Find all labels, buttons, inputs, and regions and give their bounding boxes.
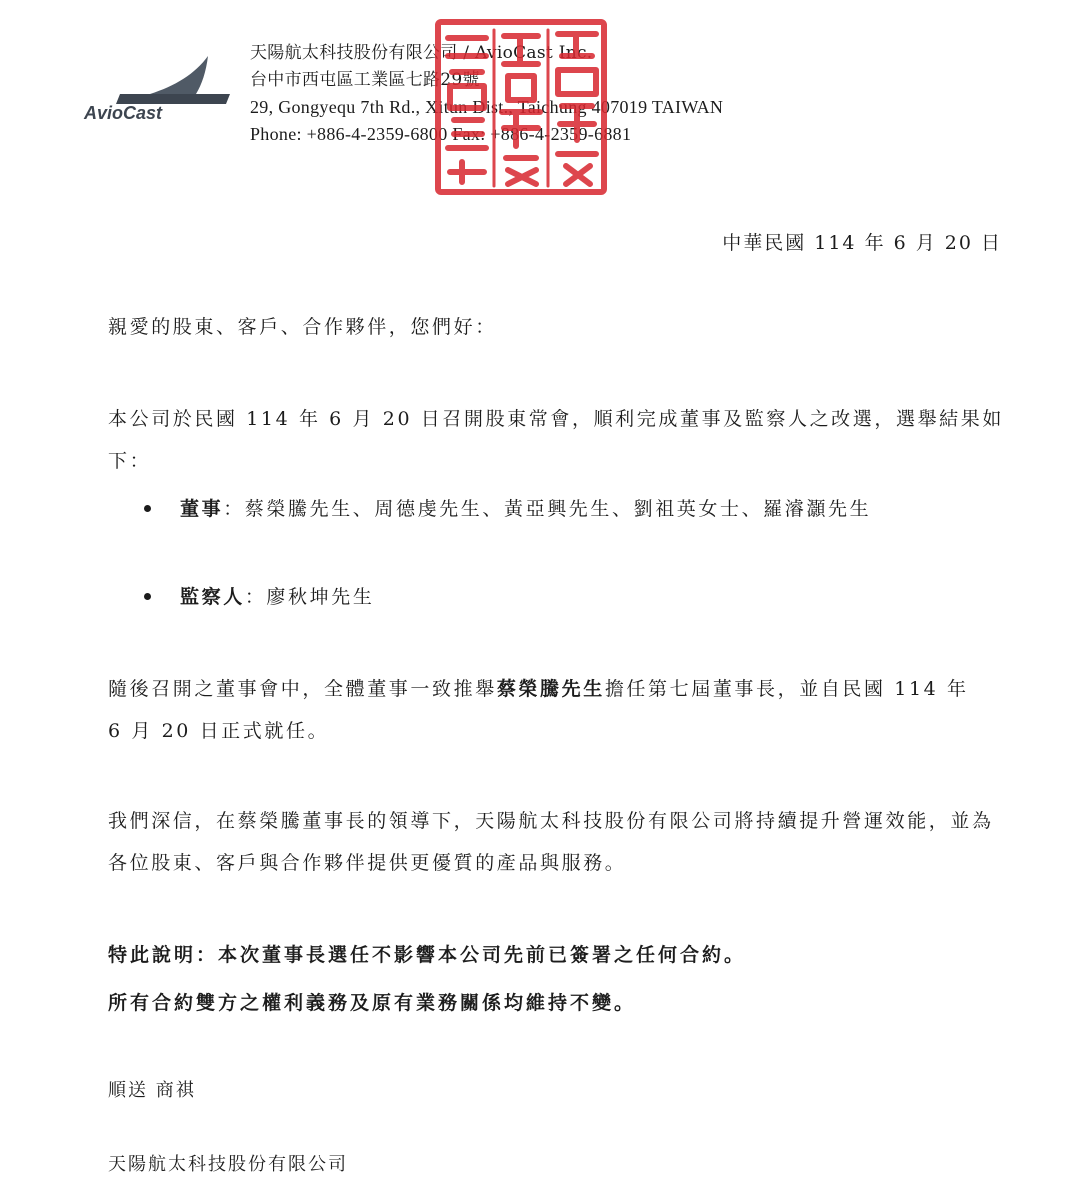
notice-line-1: 特此說明：本次董事長選任不影響本公司先前已簽署之任何合約。 [108, 944, 747, 966]
company-name-line: 天陽航太科技股份有限公司 / AvioCast Inc. [250, 43, 593, 63]
chairman-name: 蔡榮騰先生 [496, 678, 605, 700]
company-address-zh: 台中市西屯區工業區七路29號 [250, 70, 480, 90]
supervisor-name: ：廖秋坤先生 [244, 586, 375, 608]
para2-text-after: 擔任第七屆董事長，並自民國 114 年 6 月 20 日正式就任。 [108, 678, 969, 742]
signature-company: 天陽航太科技股份有限公司 [108, 1154, 348, 1175]
aviocast-logo [80, 52, 230, 124]
supervisor-label: 監察人 [180, 586, 245, 608]
company-address-en: 29, Gongyequ 7th Rd., Xitun Dist., Taichung 407019 TAIWAN [250, 97, 724, 117]
greeting: 親愛的股東、客戶、合作夥伴，您們好： [108, 316, 497, 338]
letter-date: 中華民國 114 年 6 月 20 日 [722, 232, 1002, 254]
paragraph-election: 本公司於民國 114 年 6 月 20 日召開股東常會，順利完成董事及監察人之改選，選舉結果如下： [108, 408, 1004, 472]
company-seal [432, 16, 610, 198]
notice-line-2: 所有合約雙方之權利義務及原有業務關係均維持不變。 [108, 992, 637, 1014]
logo-text: AvioCast [84, 103, 163, 123]
paragraph-outlook: 我們深信，在蔡榮騰董事長的領導下，天陽航太科技股份有限公司將持續提升營運效能，並為各位股東、客戶與合作夥伴提供更優質的產品與服務。 [108, 810, 994, 874]
paragraph-chairman [108, 668, 988, 752]
para2-text-before: 隨後召開之董事會中，全體董事一致推舉 [108, 678, 497, 700]
closing: 順送 商祺 [108, 1080, 196, 1101]
company-phone-fax: Phone: +886-4-2359-6800 Fax: +886-4-2359-6881 [250, 124, 632, 144]
directors-names: ：蔡榮騰先生、周德虔先生、黃亞興先生、劉祖英女士、羅濬灝先生 [223, 498, 872, 520]
bullet-supervisor [180, 582, 374, 609]
directors-label: 董事 [180, 498, 224, 520]
bullet-directors [180, 494, 871, 521]
